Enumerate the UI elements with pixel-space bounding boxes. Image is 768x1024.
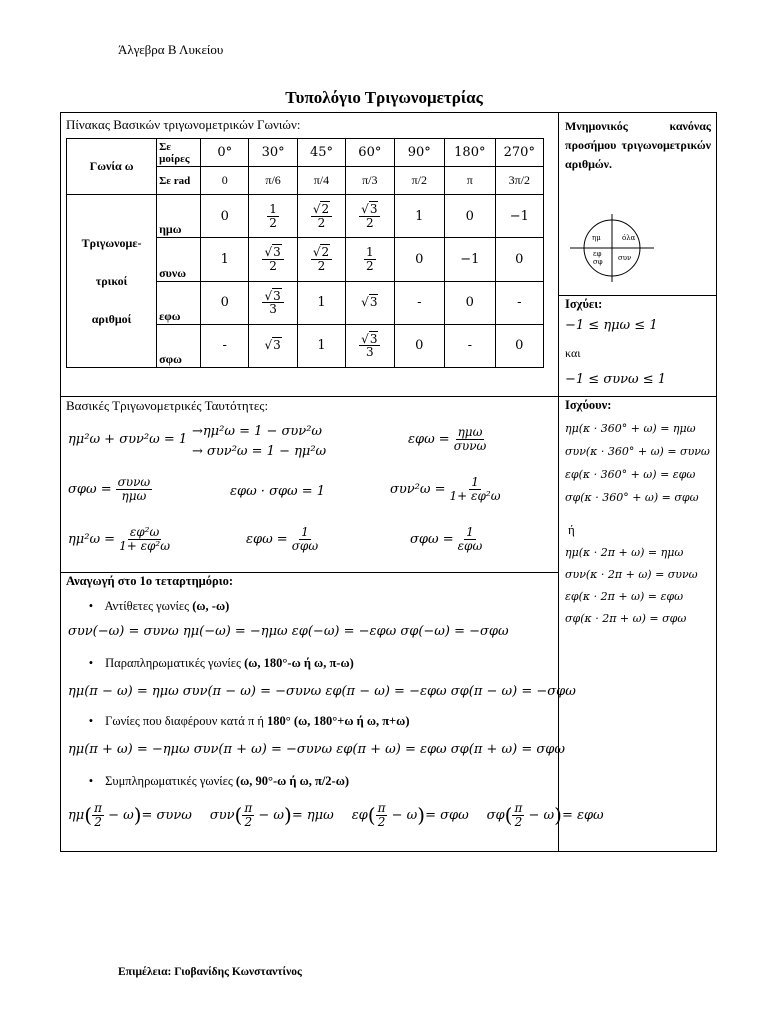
radical: √3: [361, 202, 378, 217]
tan-lhs: εφω =: [408, 431, 450, 447]
rad-cell: π: [445, 167, 496, 195]
product-identity: εφω · σφω = 1: [230, 484, 326, 499]
pythag-a: →ημ²ω = 1 − συν²ω: [192, 424, 323, 439]
fraction: [364, 246, 376, 272]
page-title: Τυπολόγιο Τριγωνομετρίας: [285, 88, 483, 107]
bullet-complementary: [80, 774, 349, 789]
sin2-num: εφ²ω: [129, 525, 160, 539]
bullet-supplementary: [80, 656, 354, 671]
value-cell: [249, 281, 297, 324]
periodic-deg-item: εφ(κ · 360° + ω) = εφω: [565, 468, 696, 481]
sin2-identity: [68, 526, 170, 552]
holds-line1: −1 ≤ ημω ≤ 1: [565, 318, 658, 333]
value-cell: [445, 281, 496, 324]
fraction: [267, 203, 279, 229]
comp-minus-omega: − ω: [254, 807, 284, 823]
paren-open: (: [367, 803, 376, 828]
comp-minus-omega: − ω: [387, 807, 418, 823]
bullet-differ-pi: [80, 714, 410, 729]
value-cell: [201, 281, 249, 324]
value-cell: [201, 238, 249, 281]
sin2-frac: [119, 526, 170, 552]
mnemonic-title-text: Μνημονικός κανόνας προσήμου τριγωνομετρικών αριθμών.: [565, 119, 711, 171]
left-divider-2: [60, 572, 558, 573]
rad-cell: π/2: [394, 167, 445, 195]
value-text: 0: [220, 208, 229, 224]
fraction-numerator: 1: [269, 202, 277, 217]
fraction-numerator: [262, 290, 283, 304]
comp-frac: [376, 802, 388, 828]
comp-func: ημ: [68, 807, 85, 823]
value-cell: [394, 324, 445, 367]
fraction-numerator: [311, 246, 332, 260]
periodic-rad-item: συν(κ · 2π + ω) = συνω: [565, 568, 698, 581]
value-text: 1: [317, 295, 326, 311]
tan2-num: 1: [301, 525, 309, 539]
cot-num: συνω: [117, 475, 151, 489]
fraction-denominator: 2: [317, 215, 326, 230]
paren-open: (: [234, 803, 243, 828]
comp-den: 2: [94, 814, 102, 829]
value-cell: [495, 238, 543, 281]
value-cell: [201, 195, 249, 238]
radical: √3: [264, 338, 281, 353]
fraction-denominator: 3: [269, 302, 277, 317]
opposite-equations: συν(−ω) = συνω ημ(−ω) = −ημω εφ(−ω) = −εφω σφ(−ω) = −σφω: [68, 624, 509, 639]
bullet-text: Συμπληρωματικές γωνίες: [105, 774, 233, 788]
radical: √2: [312, 245, 330, 260]
value-cell: [445, 324, 496, 367]
value-cell: [249, 324, 297, 367]
fraction-numerator: [359, 203, 380, 217]
func-cos: συνω: [157, 238, 201, 281]
rad-cell: π/3: [346, 167, 394, 195]
radical: √3: [264, 288, 281, 303]
mnemonic-title: [565, 117, 711, 174]
bullet-bold: (ω, -ω): [192, 599, 230, 613]
bullet-text: Γωνίες που διαφέρουν κατά π ή: [105, 714, 264, 728]
value-text: −1: [460, 252, 480, 267]
cos2-num: 1: [471, 475, 479, 489]
value-cell: [495, 281, 543, 324]
periodic-deg-item: ημ(κ · 360° + ω) = ημω: [565, 422, 696, 435]
func-sin: ημω: [157, 195, 201, 238]
bullet-text: Αντίθετες γωνίες: [104, 599, 190, 613]
paren-open: (: [504, 803, 513, 828]
sin2-lhs: ημ²ω =: [68, 531, 116, 547]
cos2-lhs: συν²ω =: [390, 481, 446, 497]
q3b-label: σφ: [593, 258, 603, 266]
tan2-lhs: εφω =: [246, 531, 288, 547]
fraction-denominator: 2: [366, 215, 374, 230]
fraction: [359, 203, 380, 229]
fraction: [359, 333, 380, 359]
periodic-deg-item: σφ(κ · 360° + ω) = σφω: [565, 491, 699, 504]
deg-cell: 60°: [346, 139, 394, 167]
comp-num: π: [94, 801, 102, 815]
paren-close: ): [284, 803, 292, 828]
fraction-denominator: 3: [366, 345, 374, 360]
tan-frac: [454, 426, 487, 452]
cot-frac: [116, 476, 153, 502]
comp-den: 2: [514, 814, 523, 829]
value-text: -: [517, 295, 522, 311]
angle-label: Γωνία ω: [67, 139, 157, 195]
comp-result: = εφω: [561, 807, 604, 823]
comp-func: συν: [209, 807, 235, 823]
column-divider: [558, 112, 559, 852]
cos2-den: 1+ εφ²ω: [449, 488, 501, 503]
periodic-rad-item: ημ(κ · 2π + ω) = ημω: [565, 546, 684, 559]
periodic-or: ή: [568, 522, 575, 537]
tan-def: [408, 426, 486, 452]
periodic-title: Ισχύουν:: [565, 398, 612, 412]
pythag-b: → συν²ω = 1 − ημ²ω: [192, 444, 327, 459]
value-text: 0: [465, 208, 474, 224]
value-cell: [445, 195, 496, 238]
value-text: −1: [509, 208, 529, 224]
value-cell: [249, 238, 297, 281]
right-divider-2: [558, 396, 717, 397]
value-cell: [346, 238, 394, 281]
holds-and: και: [565, 346, 581, 360]
tan2-identity: [246, 526, 318, 552]
fraction: [311, 246, 332, 272]
comp-minus-omega: − ω: [524, 807, 555, 823]
rad-cell: 3π/2: [495, 167, 543, 195]
value-cell: [297, 195, 345, 238]
cot2-identity: [410, 526, 482, 552]
tan-den: συνω: [453, 438, 487, 453]
bullet-bold: 180° (ω, 180°+ω ή ω, π+ω): [267, 714, 410, 728]
cot2-num: 1: [466, 525, 474, 539]
value-cell: [394, 281, 445, 324]
numbers-label-line: Τριγωνομε-: [81, 236, 142, 251]
deg-cell: 45°: [297, 139, 345, 167]
numbers-label-line: αριθμοί: [91, 312, 132, 327]
holds-line2: −1 ≤ συνω ≤ 1: [565, 372, 667, 387]
value-cell: [297, 281, 345, 324]
cot-den: ημω: [121, 488, 147, 503]
fraction-numerator: [262, 246, 283, 260]
value-text: 0: [415, 338, 424, 354]
fraction-numerator: 1: [366, 245, 374, 260]
deg-cell: 270°: [495, 139, 543, 167]
fraction: [311, 203, 332, 229]
fraction: [262, 290, 283, 316]
sin2-den: 1+ εφ²ω: [119, 538, 171, 553]
cos2-identity: [390, 476, 500, 502]
supplementary-equations: ημ(π − ω) = ημω συν(π − ω) = −συνω εφ(π − ω) = −εφω σφ(π − ω) = −σφω: [68, 684, 576, 699]
value-cell: [346, 281, 394, 324]
radical: √3: [264, 245, 281, 260]
comp-eq-cos: [210, 802, 334, 828]
right-divider-1: [558, 295, 717, 296]
value-cell: [346, 195, 394, 238]
fraction: [262, 246, 283, 272]
radical: √3: [361, 295, 378, 310]
identities-title: Βασικές Τριγωνομετρικές Ταυτότητες:: [66, 398, 269, 413]
paren-close: ): [554, 803, 562, 828]
comp-frac: [512, 802, 524, 828]
value-text: -: [417, 295, 422, 311]
comp-minus-omega: − ω: [103, 807, 134, 823]
func-tan: εφω: [157, 281, 201, 324]
numbers-label: [67, 195, 157, 368]
fraction-numerator: [359, 333, 380, 347]
cot2-lhs: σφω =: [410, 531, 454, 547]
value-cell: [394, 238, 445, 281]
sign-circle-diagram: [566, 212, 658, 284]
bullet-text: Παραπληρωματικές γωνίες: [105, 656, 241, 670]
rad-cell: π/4: [297, 167, 345, 195]
value-text: 0: [415, 252, 424, 267]
value-text: 0: [515, 252, 524, 267]
paren-open: (: [84, 803, 93, 828]
comp-den: 2: [244, 814, 253, 829]
value-cell: [346, 324, 394, 367]
deg-cell: 0°: [201, 139, 249, 167]
value-cell: [495, 324, 543, 367]
cot2-frac: [458, 526, 483, 552]
fraction-numerator: [311, 203, 332, 217]
cot-lhs: σφω =: [68, 481, 112, 497]
periodic-rad-item: εφ(κ · 2π + ω) = εφω: [565, 590, 684, 603]
value-cell: [201, 324, 249, 367]
comp-result: = ημω: [291, 807, 334, 823]
comp-frac: [242, 802, 254, 828]
rad-cell: 0: [201, 167, 249, 195]
bullet-opposite: [80, 599, 229, 614]
q4-label: συν: [618, 254, 632, 262]
value-cell: [297, 324, 345, 367]
periodic-deg-list: [565, 422, 710, 514]
cot2-den: εφω: [457, 538, 483, 553]
trig-table: [66, 138, 544, 368]
comp-num: π: [514, 801, 523, 815]
value-text: -: [467, 338, 473, 354]
degrees-label: Σε μοίρες: [157, 139, 201, 167]
periodic-rad-item: σφ(κ · 2π + ω) = σφω: [565, 612, 687, 625]
pythag-identity: ημ²ω + συν²ω = 1: [68, 432, 188, 447]
tan2-den: σφω: [291, 538, 319, 553]
value-text: 0: [220, 295, 229, 311]
fraction-denominator: 2: [269, 215, 277, 230]
comp-eq-sin: [68, 802, 192, 828]
numbers-label-line: τρικοί: [95, 274, 128, 289]
differ-pi-equations: ημ(π + ω) = −ημω συν(π + ω) = −συνω εφ(π + ω) = εφω σφ(π + ω) = σφω: [68, 742, 565, 757]
value-cell: [249, 195, 297, 238]
deg-cell: 90°: [394, 139, 445, 167]
comp-num: π: [377, 801, 386, 815]
cos2-frac: [450, 476, 501, 502]
comp-result: = συνω: [141, 807, 192, 823]
deg-cell: 180°: [445, 139, 496, 167]
value-cell: [394, 195, 445, 238]
comp-result: = σφω: [425, 807, 469, 823]
cot-def: [68, 476, 152, 502]
bullet-bold: (ω, 180°-ω ή ω, π-ω): [244, 656, 354, 670]
value-text: -: [222, 338, 227, 354]
fraction-denominator: 2: [317, 259, 326, 273]
value-text: 1: [220, 252, 229, 267]
rad-cell: π/6: [249, 167, 297, 195]
q3a-label: εφ: [593, 250, 602, 258]
rad-label: Σε rad: [157, 167, 201, 195]
value-text: 1: [317, 338, 326, 354]
paren-close: ): [417, 803, 426, 828]
bullet-bold: (ω, 90°-ω ή ω, π/2-ω): [235, 774, 350, 788]
comp-frac: [92, 802, 104, 828]
reduction-title: Αναγωγή στο 1ο τεταρτημόριο:: [66, 574, 233, 588]
value-cell: [297, 238, 345, 281]
paren-close: ): [133, 803, 142, 828]
fraction-denominator: 2: [366, 259, 374, 273]
radical: √2: [312, 202, 330, 217]
deg-cell: 30°: [249, 139, 297, 167]
value-text: 1: [415, 208, 424, 224]
tan2-frac: [292, 526, 318, 552]
comp-num: π: [244, 801, 253, 815]
radical: √3: [361, 331, 378, 346]
fraction-denominator: 2: [269, 259, 277, 273]
comp-eq-cot: [487, 802, 604, 828]
holds-title: Ισχύει:: [565, 297, 603, 311]
comp-func: σφ: [486, 807, 505, 823]
table-section-title: Πίνακας Βασικών τριγωνομετρικών Γωνιών:: [66, 117, 301, 132]
value-text: 0: [465, 295, 474, 311]
tan-num: ημω: [457, 425, 483, 439]
value-cell: [445, 238, 496, 281]
footer-credit: Επιμέλεια: Γιοβανίδης Κωνσταντίνος: [118, 966, 302, 978]
periodic-rad-list: [565, 546, 698, 634]
q2-label: ημ: [592, 234, 601, 242]
left-divider-1: [60, 396, 558, 397]
header-text: Άλγεβρα Β Λυκείου: [118, 42, 224, 57]
periodic-deg-item: συν(κ · 360° + ω) = συνω: [565, 445, 710, 458]
complementary-equations: [68, 802, 604, 828]
value-cell: [495, 195, 543, 238]
q1-label: όλα: [622, 234, 636, 242]
value-text: 0: [515, 338, 524, 354]
comp-eq-tan: [352, 802, 469, 828]
comp-func: εφ: [351, 807, 368, 823]
comp-den: 2: [377, 814, 386, 829]
func-cot: σφω: [157, 324, 201, 367]
